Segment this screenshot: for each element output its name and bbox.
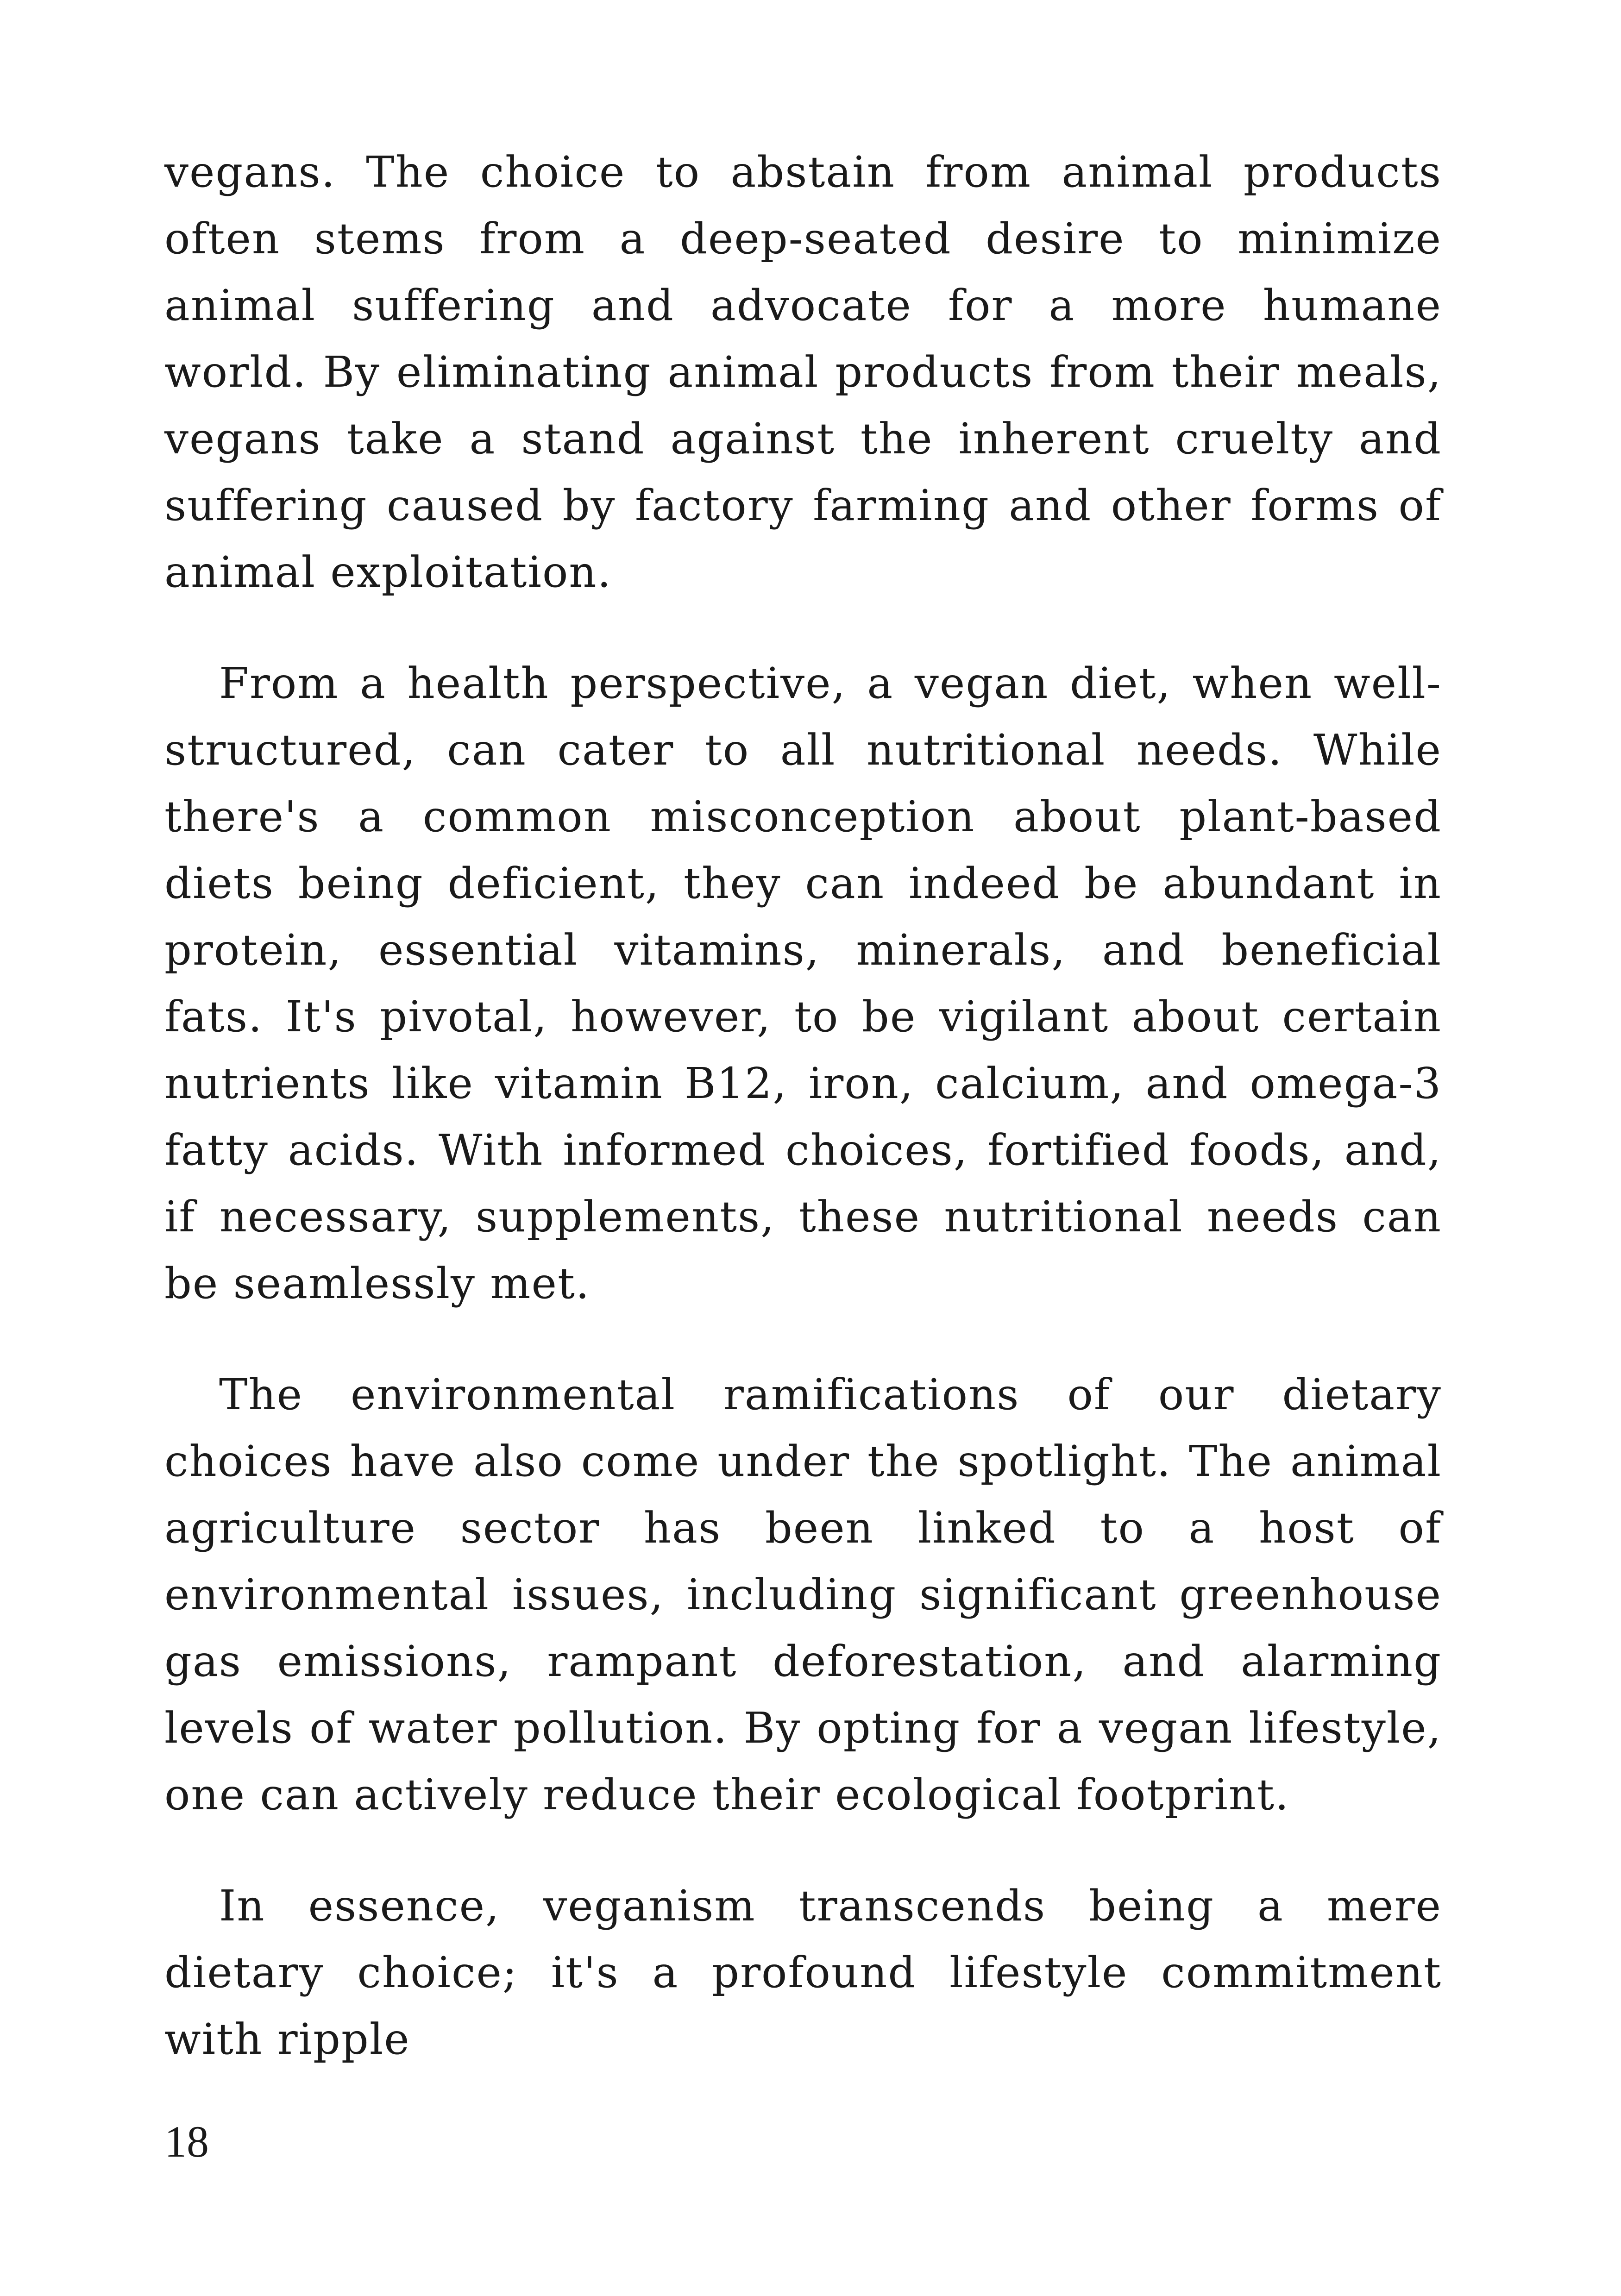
paragraph-essence: In essence, veganism transcends being a mere dietary choice; it's a profound lifestyle commitment with ripple	[164, 1881, 1442, 2064]
paragraph-health: From a health perspective, a vegan diet, when well-structured, can cater to all nutritional needs. While there's a common misconception about plant-based diets being deficient, they can indeed be abundant in protein, essential vitamins, minerals, and beneficial fats. It's pivotal, however, to be vigilant about certain nutrients like vitamin B12, iron, calcium, and omega-3 fatty acids. With informed choices, fortified foods, and, if necessary, supplements, these nutritional needs can be seamlessly met.	[164, 659, 1442, 1308]
paragraph-continuation: vegans. The choice to abstain from animal products often stems from a deep-seated desire to minimize animal suffering and advocate for a more humane world. By eliminating animal products from their meals, vegans take a stand against the inherent cruelty and suffering caused by factory farming and other forms of animal exploitation.	[164, 147, 1442, 597]
page-number: 18	[164, 2117, 209, 2166]
paragraph-environment: The environmental ramifications of our dietary choices have also come under the spotlight. The animal agriculture sector has been linked to a host of environmental issues, including significant greenhouse gas emissions, rampant deforestation, and alarming levels of water pollution. By opting for a vegan lifestyle, one can actively reduce their ecological footprint.	[164, 1370, 1442, 1819]
body-text	[164, 139, 1442, 2117]
